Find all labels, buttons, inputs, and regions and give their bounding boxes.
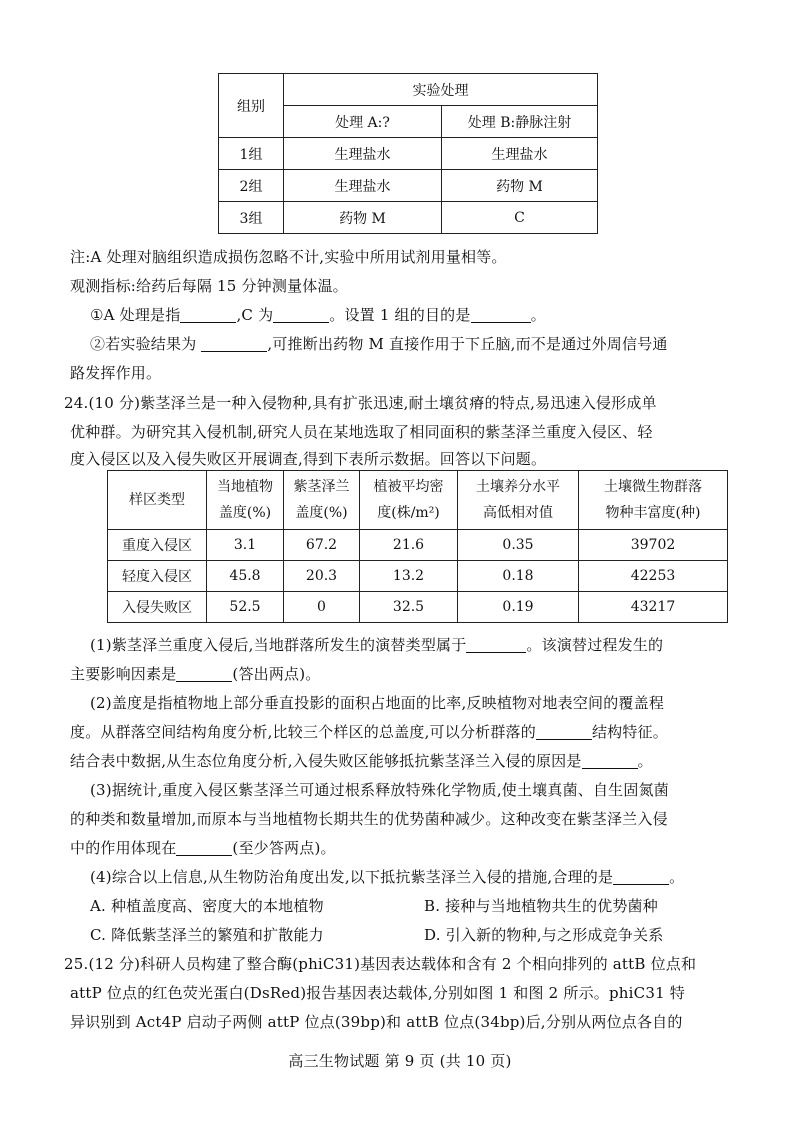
table-cell: 45.8 [207, 561, 284, 592]
option-d: D. 引入新的物种,与之形成竞争关系 [424, 926, 664, 944]
treatment-a-cell: 生理盐水 [284, 170, 442, 202]
treatment-b-cell: C [442, 202, 598, 234]
answer-blank [273, 307, 329, 323]
header-cell: 土壤微生物群落 物种丰富度(种) [579, 471, 728, 530]
survey-table [107, 470, 728, 623]
group-cell: 1组 [219, 138, 284, 170]
table-row [219, 138, 598, 170]
answer-blank [471, 307, 531, 323]
table-cell: 39702 [579, 530, 728, 561]
header-cell: 土壤养分水平 高低相对值 [458, 471, 579, 530]
table-row [108, 561, 728, 592]
answer-blank [613, 869, 669, 885]
observation-indicator: 观测指标:给药后每隔 15 分钟测量体温。 [70, 277, 348, 295]
group-header: 组别 [219, 74, 284, 138]
question-23-item-2: ②若实验结果为 ,可推断出药物 M 直接作用于下丘脑,而不是通过外周信号通 [90, 335, 668, 353]
table-cell: 入侵失败区 [108, 592, 207, 623]
question-24-sub-3-cont2: 中的作用体现在 (至少答两点)。 [70, 839, 336, 857]
question-24-sub-2-cont2: 结合表中数据,从生态位角度分析,入侵失败区能够抵抗紫茎泽兰入侵的原因是 。 [70, 752, 653, 770]
question-24-sub-3-cont: 的种类和数量增加,而原本与当地植物长期共生的优势菌种减少。这种改变在紫茎泽兰入侵 [70, 810, 668, 828]
option-row [0, 895, 800, 916]
treatment-a-cell: 生理盐水 [284, 138, 442, 170]
treatment-b-header: 处理 B:静脉注射 [442, 106, 598, 138]
answer-blank [466, 637, 526, 653]
option-a: A. 种植盖度高、密度大的本地植物 [90, 897, 324, 915]
question-25-line-2: attP 位点的红色荧光蛋白(DsRed)报告基因表达载体,分别如图 1 和图 2 所示。phiC31 特 [70, 984, 685, 1002]
header-cell: 样区类型 [108, 471, 207, 530]
answer-blank [582, 753, 638, 769]
table-cell: 0 [284, 592, 360, 623]
question-24-sub-2-cont: 度。从群落空间结构角度分析,比较三个样区的总盖度,可以分析群落的 结构特征。 [70, 723, 668, 741]
header-cell: 当地植物 盖度(%) [207, 471, 284, 530]
table-row [108, 530, 728, 561]
question-24-sub-1: (1)紫茎泽兰重度入侵后,当地群落所发生的演替类型属于 。该演替过程发生的 [90, 636, 664, 654]
table-note: 注:A 处理对脑组织造成损伤忽略不计,实验中所用试剂用量相等。 [70, 248, 507, 266]
answer-blank [180, 307, 236, 323]
question-24-sub-4: (4)综合以上信息,从生物防治角度出发,以下抵抗紫茎泽兰入侵的措施,合理的是 。 [90, 868, 685, 886]
treatment-b-cell: 生理盐水 [442, 138, 598, 170]
question-24-intro-3: 度入侵区以及入侵失败区开展调查,得到下表所示数据。回答以下问题。 [70, 450, 547, 468]
treatment-a-header: 处理 A:? [284, 106, 442, 138]
table-row [108, 592, 728, 623]
table-cell: 3.1 [207, 530, 284, 561]
table-row [219, 202, 598, 234]
option-c: C. 降低紫茎泽兰的繁殖和扩散能力 [90, 926, 324, 944]
answer-blank [201, 336, 267, 352]
table-cell: 67.2 [284, 530, 360, 561]
table-cell: 0.18 [458, 561, 579, 592]
group-cell: 3组 [219, 202, 284, 234]
question-24-intro-2: 优种群。为研究其入侵机制,研究人员在某地选取了相同面积的紫茎泽兰重度入侵区、轻 [70, 423, 653, 441]
answer-blank [176, 840, 232, 856]
table-cell: 21.6 [360, 530, 458, 561]
table-cell: 0.35 [458, 530, 579, 561]
table-cell: 20.3 [284, 561, 360, 592]
page-footer: 高三生物试题 第 9 页 (共 10 页) [288, 1052, 512, 1070]
table-cell: 42253 [579, 561, 728, 592]
question-25-line-1: 25.(12 分)科研人员构建了整合酶(phiC31)基因表达载体和含有 2 个相向排列的 attB 位点和 [64, 955, 697, 973]
option-row [0, 924, 800, 945]
treatment-header: 实验处理 [284, 74, 598, 106]
table-cell: 轻度入侵区 [108, 561, 207, 592]
table-row [219, 170, 598, 202]
question-23-item-2-cont: 路发挥作用。 [70, 364, 162, 382]
experiment-table [218, 73, 598, 234]
table-cell: 0.19 [458, 592, 579, 623]
answer-blank [176, 666, 232, 682]
table-cell: 32.5 [360, 592, 458, 623]
option-b: B. 接种与当地植物共生的优势菌种 [424, 897, 658, 915]
table-cell: 52.5 [207, 592, 284, 623]
group-cell: 2组 [219, 170, 284, 202]
question-24-intro-1: 24.(10 分)紫茎泽兰是一种入侵物种,具有扩张迅速,耐土壤贫瘠的特点,易迅速入侵形成单 [64, 394, 657, 412]
treatment-b-cell: 药物 M [442, 170, 598, 202]
table-cell: 43217 [579, 592, 728, 623]
header-cell: 植被平均密 度(株/m²) [360, 471, 458, 530]
answer-blank [536, 724, 592, 740]
question-24-sub-2: (2)盖度是指植物地上部分垂直投影的面积占地面的比率,反映植物对地表空间的覆盖程 [90, 694, 665, 712]
question-25-line-3: 异识别到 Act4P 启动子两侧 attP 位点(39bp)和 attB 位点(34bp)后,分别从两位点各自的 [70, 1013, 683, 1031]
treatment-a-cell: 药物 M [284, 202, 442, 234]
question-24-sub-3: (3)据统计,重度入侵区紫茎泽兰可通过根系释放特殊化学物质,使土壤真菌、自生固氮菌 [90, 781, 669, 799]
header-cell: 紫茎泽兰 盖度(%) [284, 471, 360, 530]
question-23-item-1: ①A 处理是指 ,C 为 。设置 1 组的目的是 。 [90, 306, 546, 324]
question-24-sub-1-cont: 主要影响因素是 (答出两点)。 [70, 665, 321, 683]
table-cell: 重度入侵区 [108, 530, 207, 561]
table-cell: 13.2 [360, 561, 458, 592]
